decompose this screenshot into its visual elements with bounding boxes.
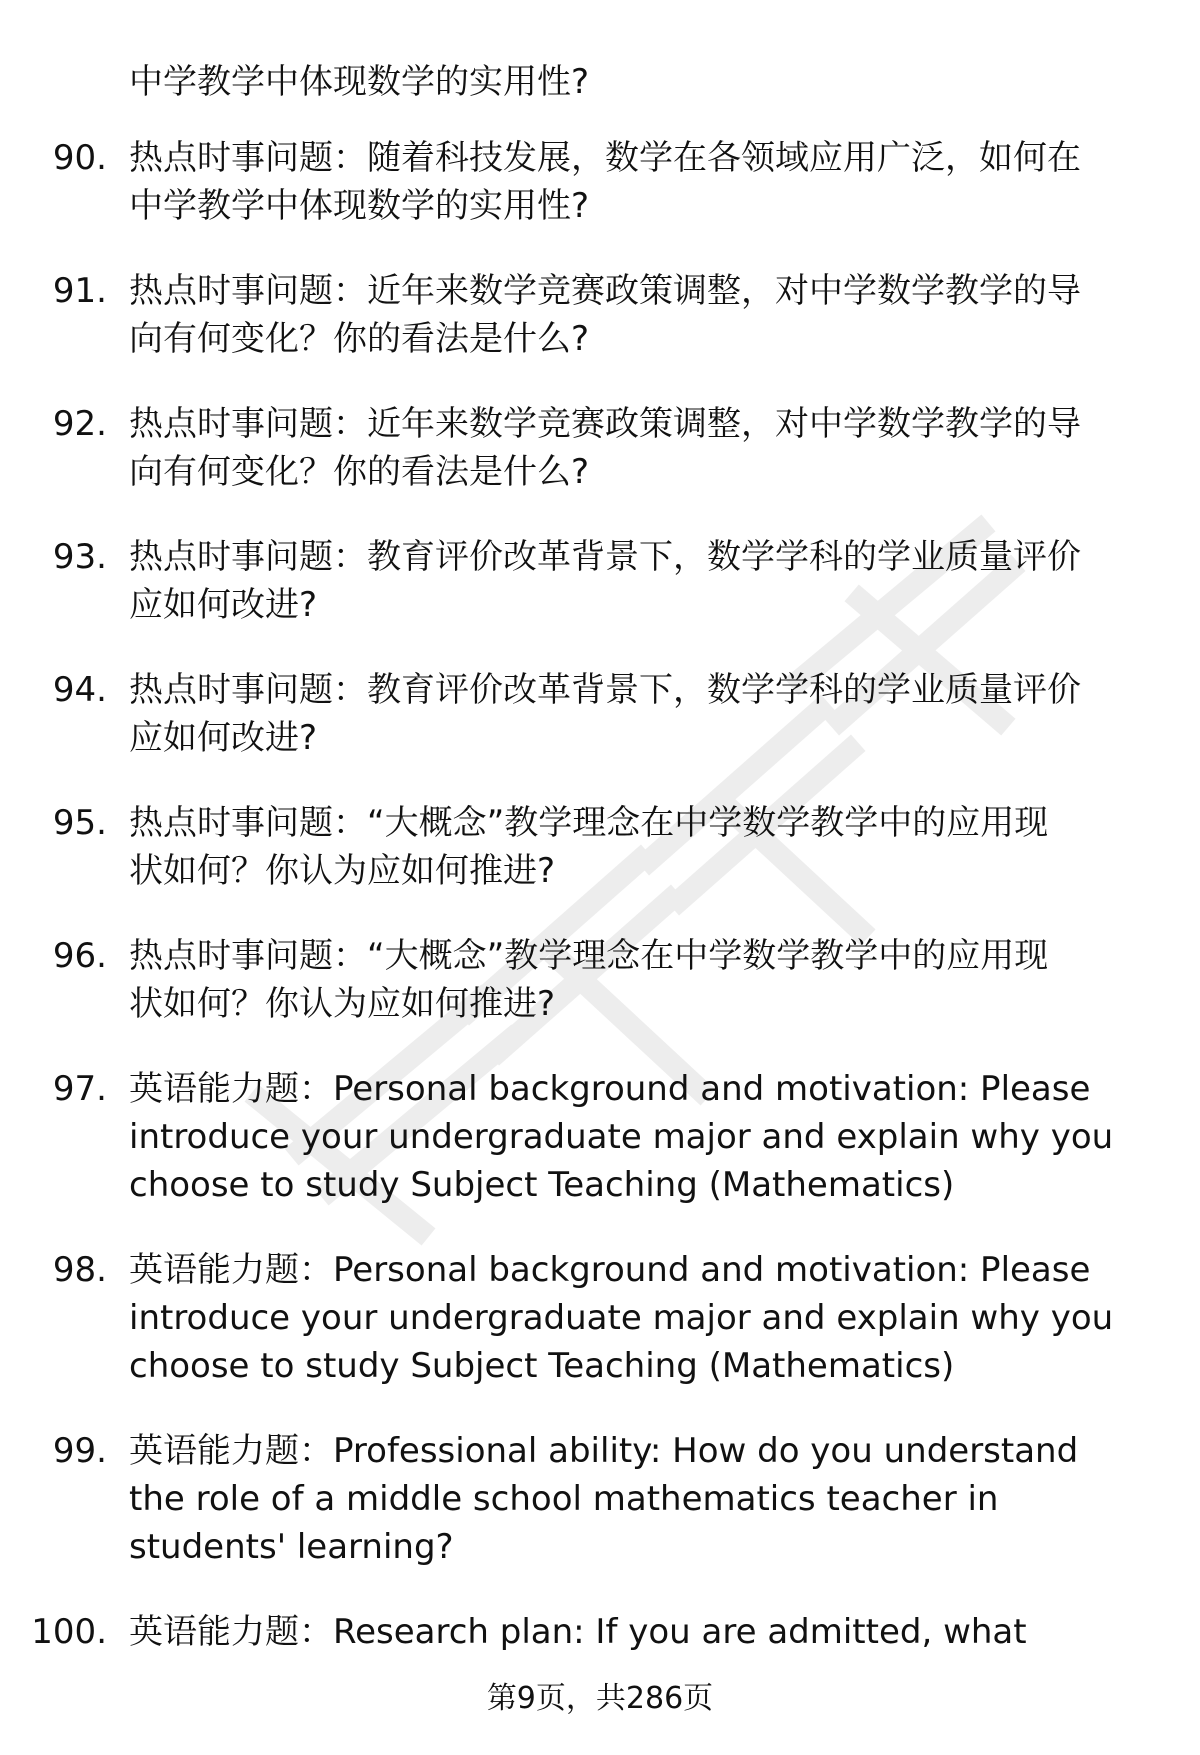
carry-over-line: 中学教学中体现数学的实用性? (129, 62, 590, 102)
list-item-line: choose to study Subject Teaching (Mathematics) (129, 1346, 955, 1386)
list-item-line: 英语能力题：Research plan: If you are admitted, what (129, 1612, 1027, 1652)
list-item-number: 99. (52, 1431, 107, 1471)
list-item-number: 100. (31, 1612, 107, 1652)
list-item-line: 状如何？你认为应如何推进? (129, 984, 556, 1024)
list-item-text (129, 1427, 1139, 1571)
list-item-line: 应如何改进? (129, 718, 318, 758)
list-item-number: 98. (52, 1250, 107, 1290)
list-item-text (129, 799, 1139, 895)
list-item-text (129, 1246, 1139, 1390)
list-item-text (129, 533, 1139, 629)
list-item-text (129, 1608, 1139, 1656)
list-item-line: 热点时事问题：随着科技发展，数学在各领域应用广泛，如何在 (129, 138, 1081, 178)
list-item-text (129, 666, 1139, 762)
list-item-line: 热点时事问题：“大概念”教学理念在中学数学教学中的应用现 (129, 803, 1049, 843)
list-item-text (129, 267, 1139, 363)
list-item-number: 91. (52, 271, 107, 311)
list-item-number: 96. (52, 936, 107, 976)
list-item-text (129, 134, 1139, 230)
list-item-line: 英语能力题：Professional ability: How do you understand (129, 1431, 1079, 1471)
list-item-number: 94. (52, 670, 107, 710)
list-item-line: students' learning? (129, 1527, 454, 1567)
list-item-text (129, 400, 1139, 496)
list-item-line: 热点时事问题：教育评价改革背景下，数学学科的学业质量评价 (129, 537, 1081, 577)
list-item-line: 中学教学中体现数学的实用性? (129, 186, 590, 226)
list-item-line: 英语能力题：Personal background and motivation: Please (129, 1250, 1091, 1290)
list-item-line: introduce your undergraduate major and explain why you (129, 1117, 1114, 1157)
list-item-line: 热点时事问题：近年来数学竞赛政策调整，对中学数学教学的导 (129, 271, 1081, 311)
list-item-text (129, 1065, 1139, 1209)
list-item-line: choose to study Subject Teaching (Mathematics) (129, 1165, 955, 1205)
list-item-line: the role of a middle school mathematics teacher in (129, 1479, 999, 1519)
list-item-line: 向有何变化？你的看法是什么? (129, 452, 590, 492)
list-item-number: 95. (52, 803, 107, 843)
list-item-line: 热点时事问题：近年来数学竞赛政策调整，对中学数学教学的导 (129, 404, 1081, 444)
list-item-line: 向有何变化？你的看法是什么? (129, 319, 590, 359)
list-item-number: 97. (52, 1069, 107, 1109)
list-item-line: 状如何？你认为应如何推进? (129, 851, 556, 891)
page-footer: 第9页，共286页 (486, 1681, 714, 1716)
list-item-number: 92. (52, 404, 107, 444)
list-item-line: 热点时事问题：教育评价改革背景下，数学学科的学业质量评价 (129, 670, 1081, 710)
list-item-text (129, 932, 1139, 1028)
list-item-line: 应如何改进? (129, 585, 318, 625)
list-item-line: introduce your undergraduate major and explain why you (129, 1298, 1114, 1338)
list-item-number: 90. (52, 138, 107, 178)
list-item-line: 热点时事问题：“大概念”教学理念在中学数学教学中的应用现 (129, 936, 1049, 976)
list-item-line: 英语能力题：Personal background and motivation: Please (129, 1069, 1091, 1109)
list-item-number: 93. (52, 537, 107, 577)
